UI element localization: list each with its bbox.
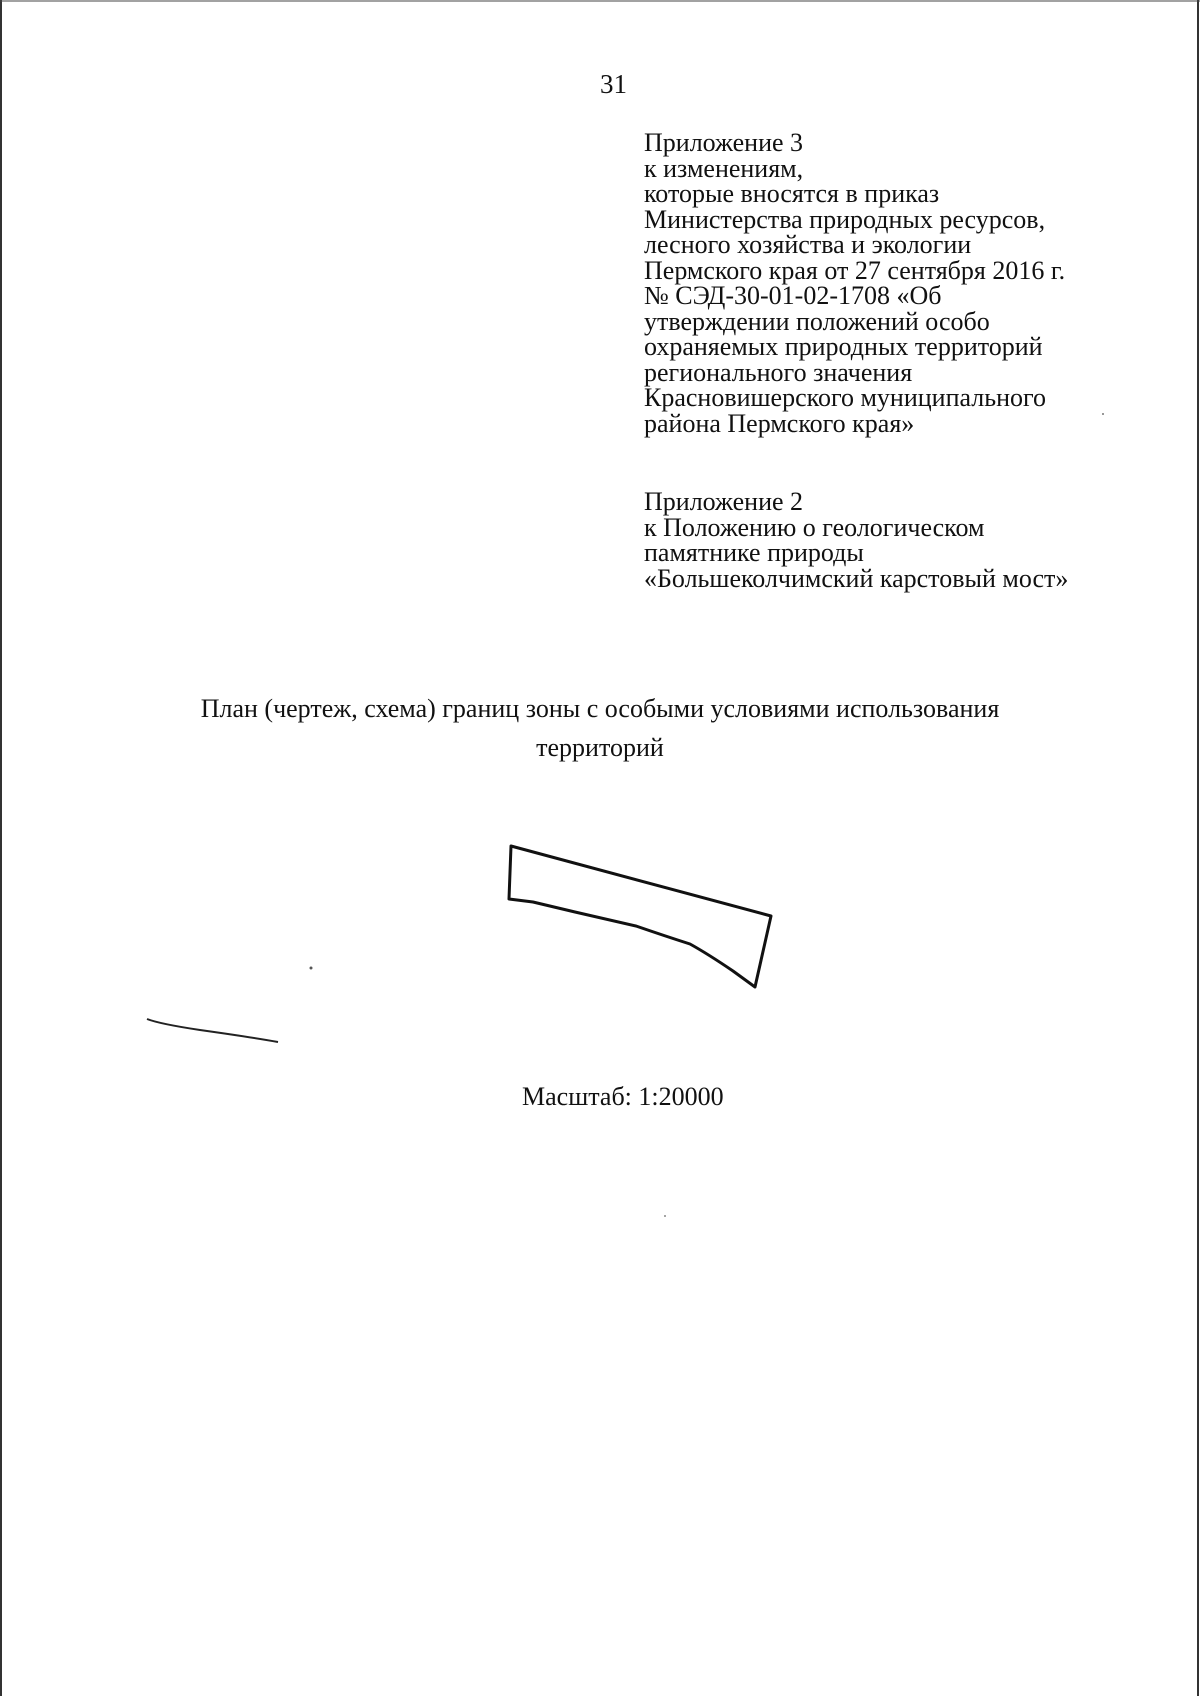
appendix-3-line: которые вносятся в приказ: [644, 179, 940, 208]
scan-stray-line: [147, 1019, 278, 1042]
appendix-3-header: [644, 130, 1164, 436]
appendix-3-line: Приложение 3: [644, 128, 804, 157]
appendix-3-line: лесного хозяйства и экологии: [644, 230, 972, 259]
appendix-3-line: Пермского края от 27 сентября 2016 г.: [644, 255, 1066, 285]
appendix-2-line: Приложение 2: [644, 487, 804, 516]
appendix-3-line: района Пермского края»: [644, 408, 915, 438]
appendix-3-line: к изменениям,: [644, 153, 804, 183]
appendix-3-line: Министерства природных ресурсов,: [644, 204, 1046, 234]
plan-title-line: территорий: [536, 733, 664, 762]
appendix-2-line: «Большеколчимский карстовый мост»: [644, 563, 1069, 593]
appendix-2-header: [644, 489, 1164, 591]
appendix-2-line: памятнике природы: [644, 538, 864, 567]
scale-label: Масштаб: 1:20000: [522, 1082, 724, 1111]
plan-title: [120, 689, 1080, 767]
appendix-3-line: Красновишерского муниципального: [644, 383, 1047, 412]
appendix-3-line: № СЭД-30-01-02-1708 «Об: [644, 281, 942, 310]
scan-speck: [664, 1215, 666, 1217]
scan-speck: [310, 967, 313, 970]
zone-boundary-polygon: [509, 846, 771, 987]
appendix-3-line: утверждении положений особо: [644, 306, 990, 336]
appendix-3-line: регионального значения: [644, 357, 913, 387]
plan-title-line: План (чертеж, схема) границ зоны с особыми условиями использования: [200, 694, 1000, 723]
page-number: 31: [600, 69, 627, 99]
appendix-3-line: охраняемых природных территорий: [644, 332, 1043, 361]
appendix-2-line: к Положению о геологическом: [644, 512, 985, 542]
